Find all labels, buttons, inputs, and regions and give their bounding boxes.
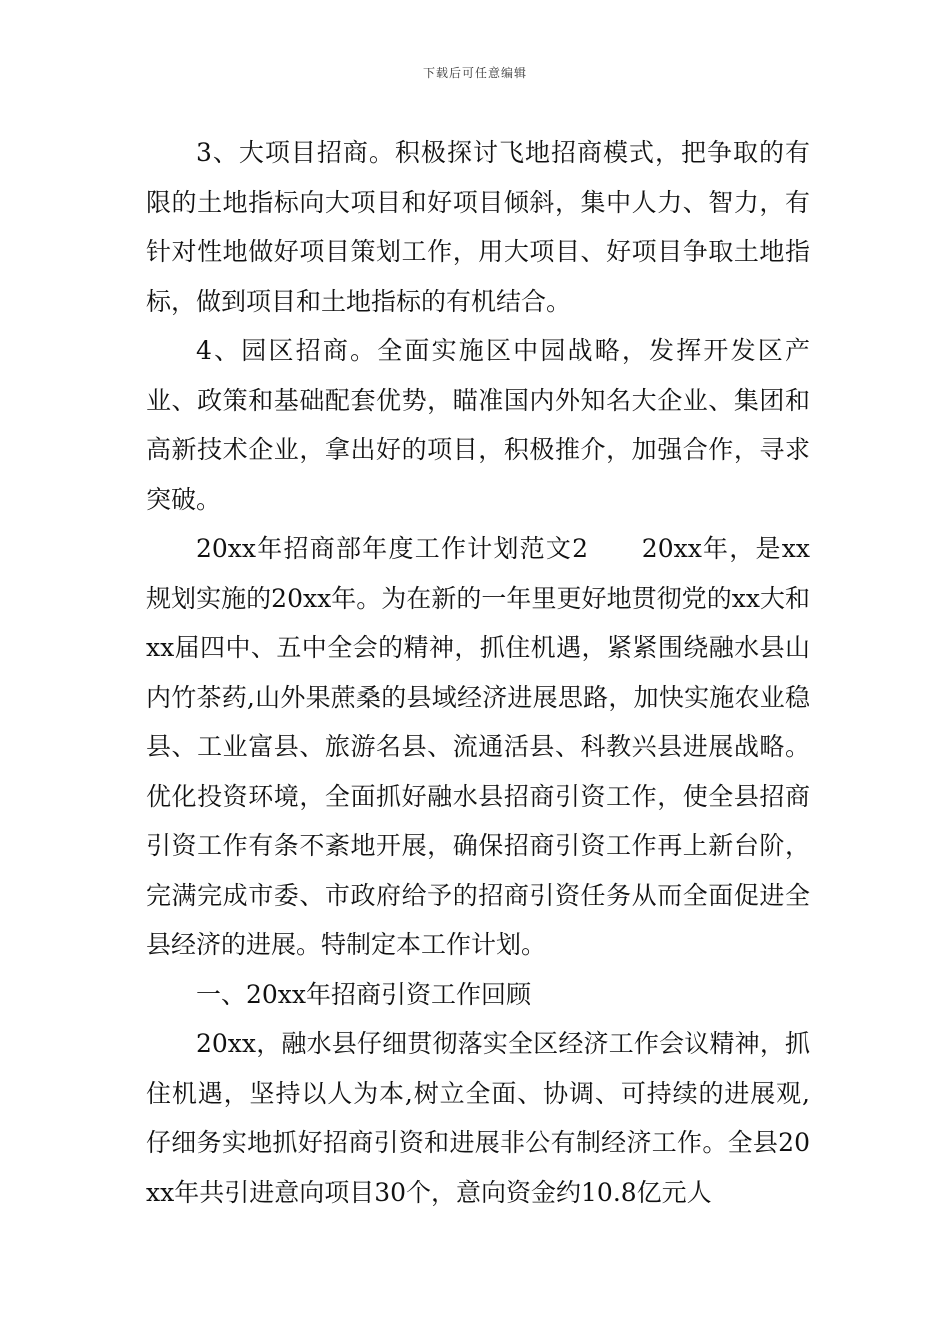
- paragraph-big-project-investment: 3、大项目招商。积极探讨飞地招商模式，把争取的有限的土地指标向大项目和好项目倾斜，集中人力、智力，有针对性地做好项目策划工作，用大项目、好项目争取土地指标，做到项目和土地指标的有机结合。: [146, 138, 810, 316]
- paragraph-park-investment: 4、园区招商。全面实施区中园战略，发挥开发区产业、政策和基础配套优势，瞄准国内外知名大企业、集团和高新技术企业，拿出好的项目，积极推介，加强合作，寻求突破。: [146, 336, 810, 514]
- paragraph-review-body: 20xx，融水县仔细贯彻落实全区经济工作会议精神，抓住机遇，坚持以人为本,树立全面、协调、可持续的进展观,仔细务实地抓好招商引资和进展非公有制经济工作。全县20xx年共引进意向项目30个，意向资金约10.8亿元人: [146, 1029, 810, 1207]
- page-header: 下载后可任意编辑: [422, 66, 527, 80]
- document-body: [146, 128, 810, 1217]
- paragraph-plan-intro: 20xx年招商部年度工作计划范文2 20xx年，是xx规划实施的20xx年。为在新的一年里更好地贯彻党的xx大和xx届四中、五中全会的精神，抓住机遇，紧紧围绕融水县山内竹茶药,山外果蔗桑的县域经济进展思路，加快实施农业稳县、工业富县、旅游名县、流通活县、科教兴县进展战略。优化投资环境，全面抓好融水县招商引资工作，使全县招商引资工作有条不紊地开展，确保招商引资工作再上新台阶，完满完成市委、市政府给予的招商引资任务从而全面促进全县经济的进展。特制定本工作计划。: [146, 534, 810, 959]
- section-heading-review: 一、20xx年招商引资工作回顾: [196, 979, 532, 1009]
